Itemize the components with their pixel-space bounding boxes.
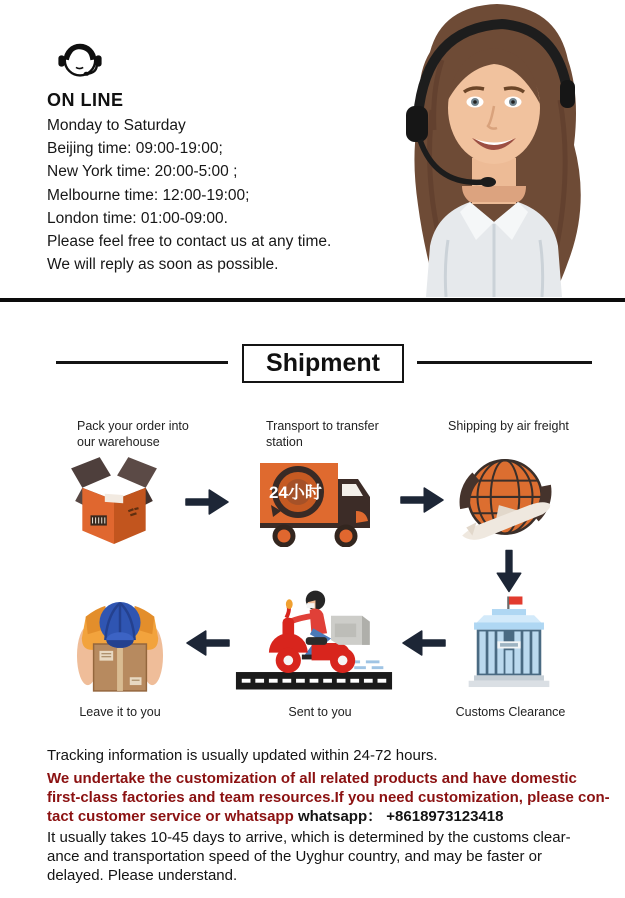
customization-line: first-class factories and team resources.If you need customization, please con- <box>47 788 610 806</box>
tracking-note: Tracking information is usually updated within 24-72 hours. <box>47 747 438 764</box>
whatsapp-number: whatsapp： +8618973123418 <box>297 807 504 825</box>
step-label-air: Shipping by air freight <box>448 419 569 433</box>
customs-building-icon <box>457 592 561 696</box>
customer-service-icon <box>56 37 104 85</box>
heading-rule-right <box>417 361 592 364</box>
open-box-icon <box>62 452 166 546</box>
support-agent-photo <box>372 0 614 297</box>
truck-24h-icon <box>256 455 376 547</box>
delivery-man-icon <box>76 594 164 694</box>
customization-line <box>47 808 610 827</box>
heading-rule-left <box>56 361 228 364</box>
step-label-transport: Transport to transfer station <box>266 419 379 449</box>
arrow-down-icon <box>494 549 524 593</box>
globe-airfreight-icon <box>452 452 558 548</box>
section-divider <box>0 298 625 302</box>
arrow-left-icon <box>401 628 447 658</box>
truck-badge-text: 24小时 <box>269 483 322 502</box>
step-label-customs: Customs Clearance <box>455 705 566 719</box>
schedule-line: New York time: 20:00-5:00 ; <box>47 163 238 181</box>
shipment-title-box <box>242 344 404 383</box>
step-label-leave: Leave it to you <box>79 705 161 719</box>
arrow-left-icon <box>185 628 231 658</box>
schedule-line: Melbourne time: 12:00-19:00; <box>47 186 250 204</box>
delivery-line: ance and transportation speed of the Uyghur country, and may be faster or <box>47 847 543 865</box>
shipment-title: Shipment <box>266 349 380 377</box>
schedule-line: Please feel free to contact us at any time. <box>47 233 332 251</box>
customization-note <box>47 770 610 826</box>
delivery-line: It usually takes 10-45 days to arrive, which is determined by the customs clear- <box>47 829 571 846</box>
online-title: ON LINE <box>47 90 124 110</box>
step-label-sent: Sent to you <box>288 705 352 719</box>
arrow-right-icon <box>184 487 230 517</box>
schedule-line: London time: 01:00-09:00. <box>47 209 228 227</box>
customization-line: We undertake the customization of all related products and have domestic <box>47 770 577 787</box>
schedule-line: Monday to Saturday <box>47 117 186 134</box>
service-schedule <box>47 114 331 276</box>
customization-red-part: tact customer service or whatsapp <box>47 807 298 825</box>
delivery-scooter-icon <box>234 588 394 694</box>
delivery-time-note <box>47 829 571 885</box>
schedule-line: Beijing time: 09:00-19:00; <box>47 140 223 158</box>
delivery-line: delayed. Please understand. <box>47 866 238 884</box>
step-label-pack: Pack your order into our warehouse <box>77 419 189 449</box>
arrow-right-icon <box>399 485 445 515</box>
schedule-line: We will reply as soon as possible. <box>47 256 279 274</box>
